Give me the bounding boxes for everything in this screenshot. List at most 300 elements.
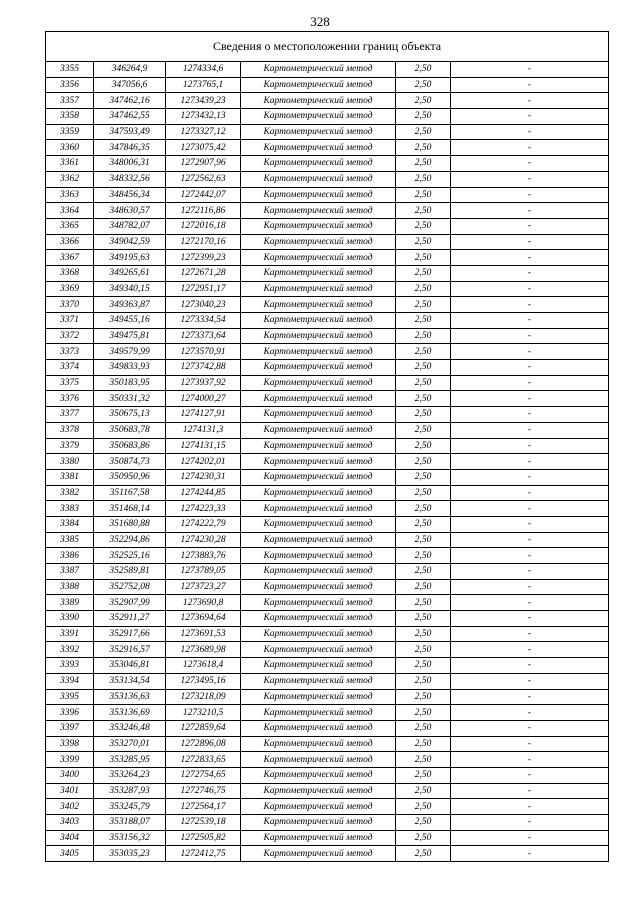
note-cell: -: [451, 297, 609, 313]
method-cell: Картометрический метод: [241, 156, 396, 172]
note-cell: -: [451, 846, 609, 862]
point-number-cell: 3405: [46, 846, 94, 862]
method-cell: Картометрический метод: [241, 720, 396, 736]
note-cell: -: [451, 234, 609, 250]
x-coordinate-cell: 350683,86: [94, 438, 166, 454]
x-coordinate-cell: 353035,23: [94, 846, 166, 862]
table-row: [46, 611, 609, 627]
x-coordinate-cell: 347462,16: [94, 93, 166, 109]
accuracy-cell: 2,50: [396, 203, 451, 219]
y-coordinate-cell: 1273618,4: [166, 658, 241, 674]
accuracy-cell: 2,50: [396, 313, 451, 329]
x-coordinate-cell: 350950,96: [94, 469, 166, 485]
x-coordinate-cell: 350183,95: [94, 375, 166, 391]
note-cell: -: [451, 658, 609, 674]
y-coordinate-cell: 1272859,64: [166, 720, 241, 736]
method-cell: Картометрический метод: [241, 187, 396, 203]
table-row: [46, 548, 609, 564]
accuracy-cell: 2,50: [396, 830, 451, 846]
accuracy-cell: 2,50: [396, 77, 451, 93]
y-coordinate-cell: 1272746,75: [166, 783, 241, 799]
table-row: [46, 328, 609, 344]
point-number-cell: 3393: [46, 658, 94, 674]
y-coordinate-cell: 1274230,28: [166, 532, 241, 548]
note-cell: -: [451, 626, 609, 642]
accuracy-cell: 2,50: [396, 767, 451, 783]
table-row: [46, 658, 609, 674]
x-coordinate-cell: 353136,69: [94, 705, 166, 721]
method-cell: Картометрический метод: [241, 532, 396, 548]
accuracy-cell: 2,50: [396, 658, 451, 674]
x-coordinate-cell: 351680,88: [94, 516, 166, 532]
x-coordinate-cell: 352907,99: [94, 595, 166, 611]
point-number-cell: 3367: [46, 250, 94, 266]
x-coordinate-cell: 353134,54: [94, 673, 166, 689]
method-cell: Картометрический метод: [241, 595, 396, 611]
y-coordinate-cell: 1272833,65: [166, 752, 241, 768]
y-coordinate-cell: 1273327,12: [166, 124, 241, 140]
point-number-cell: 3403: [46, 815, 94, 831]
point-number-cell: 3375: [46, 375, 94, 391]
accuracy-cell: 2,50: [396, 171, 451, 187]
point-number-cell: 3384: [46, 516, 94, 532]
table-row: [46, 736, 609, 752]
x-coordinate-cell: 348782,07: [94, 218, 166, 234]
x-coordinate-cell: 349455,16: [94, 313, 166, 329]
y-coordinate-cell: 1274131,15: [166, 438, 241, 454]
method-cell: Картометрический метод: [241, 140, 396, 156]
accuracy-cell: 2,50: [396, 328, 451, 344]
y-coordinate-cell: 1274000,27: [166, 391, 241, 407]
note-cell: -: [451, 830, 609, 846]
y-coordinate-cell: 1274223,33: [166, 501, 241, 517]
x-coordinate-cell: 352917,66: [94, 626, 166, 642]
point-number-cell: 3356: [46, 77, 94, 93]
table-row: [46, 846, 609, 862]
table-row: [46, 579, 609, 595]
method-cell: Картометрический метод: [241, 281, 396, 297]
x-coordinate-cell: 349363,87: [94, 297, 166, 313]
method-cell: Картометрический метод: [241, 360, 396, 376]
table-row: [46, 595, 609, 611]
accuracy-cell: 2,50: [396, 375, 451, 391]
table-row: [46, 140, 609, 156]
accuracy-cell: 2,50: [396, 501, 451, 517]
note-cell: -: [451, 720, 609, 736]
point-number-cell: 3391: [46, 626, 94, 642]
page-number: 328: [310, 14, 330, 29]
method-cell: Картометрический метод: [241, 422, 396, 438]
method-cell: Картометрический метод: [241, 344, 396, 360]
x-coordinate-cell: 353246,48: [94, 720, 166, 736]
x-coordinate-cell: 350331,32: [94, 391, 166, 407]
table-row: [46, 705, 609, 721]
accuracy-cell: 2,50: [396, 516, 451, 532]
point-number-cell: 3355: [46, 62, 94, 78]
x-coordinate-cell: 353270,01: [94, 736, 166, 752]
point-number-cell: 3383: [46, 501, 94, 517]
x-coordinate-cell: 349833,93: [94, 360, 166, 376]
note-cell: -: [451, 407, 609, 423]
note-cell: -: [451, 548, 609, 564]
y-coordinate-cell: 1272016,18: [166, 218, 241, 234]
table-row: [46, 532, 609, 548]
method-cell: Картометрический метод: [241, 705, 396, 721]
x-coordinate-cell: 348630,57: [94, 203, 166, 219]
accuracy-cell: 2,50: [396, 469, 451, 485]
method-cell: Картометрический метод: [241, 203, 396, 219]
accuracy-cell: 2,50: [396, 595, 451, 611]
method-cell: Картометрический метод: [241, 250, 396, 266]
point-number-cell: 3387: [46, 564, 94, 580]
table-row: [46, 642, 609, 658]
note-cell: -: [451, 752, 609, 768]
accuracy-cell: 2,50: [396, 297, 451, 313]
method-cell: Картометрический метод: [241, 297, 396, 313]
accuracy-cell: 2,50: [396, 93, 451, 109]
x-coordinate-cell: 350874,73: [94, 454, 166, 470]
point-number-cell: 3399: [46, 752, 94, 768]
y-coordinate-cell: 1273075,42: [166, 140, 241, 156]
y-coordinate-cell: 1274334,6: [166, 62, 241, 78]
y-coordinate-cell: 1273570,91: [166, 344, 241, 360]
accuracy-cell: 2,50: [396, 673, 451, 689]
note-cell: -: [451, 360, 609, 376]
accuracy-cell: 2,50: [396, 485, 451, 501]
accuracy-cell: 2,50: [396, 234, 451, 250]
table-row: [46, 344, 609, 360]
note-cell: -: [451, 438, 609, 454]
note-cell: -: [451, 281, 609, 297]
y-coordinate-cell: 1273689,98: [166, 642, 241, 658]
x-coordinate-cell: 353188,07: [94, 815, 166, 831]
point-number-cell: 3373: [46, 344, 94, 360]
table-row: [46, 673, 609, 689]
table-row: [46, 454, 609, 470]
note-cell: -: [451, 62, 609, 78]
method-cell: Картометрический метод: [241, 626, 396, 642]
note-cell: -: [451, 344, 609, 360]
accuracy-cell: 2,50: [396, 391, 451, 407]
method-cell: Картометрический метод: [241, 62, 396, 78]
note-cell: -: [451, 313, 609, 329]
y-coordinate-cell: 1274131,3: [166, 422, 241, 438]
y-coordinate-cell: 1273218,09: [166, 689, 241, 705]
x-coordinate-cell: 346264,9: [94, 62, 166, 78]
method-cell: Картометрический метод: [241, 846, 396, 862]
table-row: [46, 218, 609, 234]
point-number-cell: 3397: [46, 720, 94, 736]
table-header-row: [46, 32, 609, 62]
point-number-cell: 3402: [46, 799, 94, 815]
table-row: [46, 799, 609, 815]
accuracy-cell: 2,50: [396, 799, 451, 815]
accuracy-cell: 2,50: [396, 626, 451, 642]
accuracy-cell: 2,50: [396, 344, 451, 360]
y-coordinate-cell: 1273937,92: [166, 375, 241, 391]
y-coordinate-cell: 1272562,63: [166, 171, 241, 187]
note-cell: -: [451, 250, 609, 266]
y-coordinate-cell: 1274230,31: [166, 469, 241, 485]
y-coordinate-cell: 1272505,82: [166, 830, 241, 846]
table-row: [46, 485, 609, 501]
method-cell: Картометрический метод: [241, 109, 396, 125]
table-row: [46, 564, 609, 580]
accuracy-cell: 2,50: [396, 689, 451, 705]
method-cell: Картометрический метод: [241, 783, 396, 799]
x-coordinate-cell: 349340,15: [94, 281, 166, 297]
accuracy-cell: 2,50: [396, 281, 451, 297]
accuracy-cell: 2,50: [396, 124, 451, 140]
y-coordinate-cell: 1273883,76: [166, 548, 241, 564]
x-coordinate-cell: 351468,14: [94, 501, 166, 517]
point-number-cell: 3400: [46, 767, 94, 783]
point-number-cell: 3372: [46, 328, 94, 344]
accuracy-cell: 2,50: [396, 454, 451, 470]
x-coordinate-cell: 347846,35: [94, 140, 166, 156]
point-number-cell: 3366: [46, 234, 94, 250]
note-cell: -: [451, 391, 609, 407]
y-coordinate-cell: 1273742,88: [166, 360, 241, 376]
table-row: [46, 297, 609, 313]
x-coordinate-cell: 352294,86: [94, 532, 166, 548]
note-cell: -: [451, 564, 609, 580]
y-coordinate-cell: 1272116,86: [166, 203, 241, 219]
note-cell: -: [451, 642, 609, 658]
note-cell: -: [451, 265, 609, 281]
note-cell: -: [451, 501, 609, 517]
note-cell: -: [451, 375, 609, 391]
table-row: [46, 391, 609, 407]
x-coordinate-cell: 349265,61: [94, 265, 166, 281]
y-coordinate-cell: 1273439,23: [166, 93, 241, 109]
point-number-cell: 3359: [46, 124, 94, 140]
y-coordinate-cell: 1272399,23: [166, 250, 241, 266]
y-coordinate-cell: 1273040,23: [166, 297, 241, 313]
x-coordinate-cell: 349475,81: [94, 328, 166, 344]
note-cell: -: [451, 799, 609, 815]
accuracy-cell: 2,50: [396, 564, 451, 580]
note-cell: -: [451, 767, 609, 783]
accuracy-cell: 2,50: [396, 109, 451, 125]
note-cell: -: [451, 485, 609, 501]
point-number-cell: 3369: [46, 281, 94, 297]
method-cell: Картометрический метод: [241, 548, 396, 564]
method-cell: Картометрический метод: [241, 516, 396, 532]
accuracy-cell: 2,50: [396, 642, 451, 658]
method-cell: Картометрический метод: [241, 265, 396, 281]
note-cell: -: [451, 815, 609, 831]
x-coordinate-cell: 352589,81: [94, 564, 166, 580]
method-cell: Картометрический метод: [241, 564, 396, 580]
point-number-cell: 3380: [46, 454, 94, 470]
table-row: [46, 830, 609, 846]
point-number-cell: 3378: [46, 422, 94, 438]
y-coordinate-cell: 1273373,64: [166, 328, 241, 344]
y-coordinate-cell: 1274127,91: [166, 407, 241, 423]
point-number-cell: 3392: [46, 642, 94, 658]
table-row: [46, 62, 609, 78]
y-coordinate-cell: 1274202,01: [166, 454, 241, 470]
table-row: [46, 77, 609, 93]
y-coordinate-cell: 1273210,5: [166, 705, 241, 721]
table-row: [46, 313, 609, 329]
table-row: [46, 250, 609, 266]
note-cell: -: [451, 469, 609, 485]
point-number-cell: 3361: [46, 156, 94, 172]
accuracy-cell: 2,50: [396, 407, 451, 423]
x-coordinate-cell: 349042,59: [94, 234, 166, 250]
x-coordinate-cell: 348456,34: [94, 187, 166, 203]
accuracy-cell: 2,50: [396, 156, 451, 172]
y-coordinate-cell: 1274244,85: [166, 485, 241, 501]
y-coordinate-cell: 1272754,65: [166, 767, 241, 783]
point-number-cell: 3370: [46, 297, 94, 313]
x-coordinate-cell: 347462,55: [94, 109, 166, 125]
x-coordinate-cell: 350675,13: [94, 407, 166, 423]
method-cell: Картометрический метод: [241, 673, 396, 689]
y-coordinate-cell: 1273334,54: [166, 313, 241, 329]
method-cell: Картометрический метод: [241, 815, 396, 831]
table-row: [46, 422, 609, 438]
method-cell: Картометрический метод: [241, 407, 396, 423]
note-cell: -: [451, 328, 609, 344]
x-coordinate-cell: 348332,56: [94, 171, 166, 187]
accuracy-cell: 2,50: [396, 579, 451, 595]
table-row: [46, 626, 609, 642]
x-coordinate-cell: 347593,49: [94, 124, 166, 140]
note-cell: -: [451, 187, 609, 203]
method-cell: Картометрический метод: [241, 438, 396, 454]
method-cell: Картометрический метод: [241, 124, 396, 140]
table-row: [46, 281, 609, 297]
accuracy-cell: 2,50: [396, 218, 451, 234]
x-coordinate-cell: 350683,78: [94, 422, 166, 438]
point-number-cell: 3386: [46, 548, 94, 564]
accuracy-cell: 2,50: [396, 360, 451, 376]
method-cell: Картометрический метод: [241, 752, 396, 768]
point-number-cell: 3358: [46, 109, 94, 125]
method-cell: Картометрический метод: [241, 454, 396, 470]
x-coordinate-cell: 352911,27: [94, 611, 166, 627]
x-coordinate-cell: 353287,93: [94, 783, 166, 799]
note-cell: -: [451, 454, 609, 470]
method-cell: Картометрический метод: [241, 375, 396, 391]
accuracy-cell: 2,50: [396, 611, 451, 627]
table-row: [46, 469, 609, 485]
accuracy-cell: 2,50: [396, 815, 451, 831]
table-row: [46, 720, 609, 736]
y-coordinate-cell: 1273432,13: [166, 109, 241, 125]
note-cell: -: [451, 783, 609, 799]
method-cell: Картометрический метод: [241, 469, 396, 485]
x-coordinate-cell: 353156,32: [94, 830, 166, 846]
accuracy-cell: 2,50: [396, 265, 451, 281]
point-number-cell: 3404: [46, 830, 94, 846]
table-row: [46, 783, 609, 799]
method-cell: Картометрический метод: [241, 485, 396, 501]
x-coordinate-cell: 353285,95: [94, 752, 166, 768]
y-coordinate-cell: 1274222,79: [166, 516, 241, 532]
y-coordinate-cell: 1272170,16: [166, 234, 241, 250]
note-cell: -: [451, 422, 609, 438]
note-cell: -: [451, 689, 609, 705]
accuracy-cell: 2,50: [396, 752, 451, 768]
table-row: [46, 407, 609, 423]
point-number-cell: 3388: [46, 579, 94, 595]
table-row: [46, 689, 609, 705]
method-cell: Картометрический метод: [241, 767, 396, 783]
x-coordinate-cell: 348006,31: [94, 156, 166, 172]
point-number-cell: 3364: [46, 203, 94, 219]
note-cell: -: [451, 736, 609, 752]
point-number-cell: 3362: [46, 171, 94, 187]
point-number-cell: 3377: [46, 407, 94, 423]
accuracy-cell: 2,50: [396, 140, 451, 156]
y-coordinate-cell: 1272896,08: [166, 736, 241, 752]
y-coordinate-cell: 1272951,17: [166, 281, 241, 297]
point-number-cell: 3357: [46, 93, 94, 109]
note-cell: -: [451, 156, 609, 172]
point-number-cell: 3381: [46, 469, 94, 485]
table-row: [46, 171, 609, 187]
table-row: [46, 187, 609, 203]
y-coordinate-cell: 1272671,28: [166, 265, 241, 281]
x-coordinate-cell: 352525,16: [94, 548, 166, 564]
method-cell: Картометрический метод: [241, 799, 396, 815]
table-title: Сведения о местоположении границ объекта: [46, 32, 609, 62]
table-row: [46, 752, 609, 768]
method-cell: Картометрический метод: [241, 171, 396, 187]
y-coordinate-cell: 1272412,75: [166, 846, 241, 862]
accuracy-cell: 2,50: [396, 783, 451, 799]
note-cell: -: [451, 673, 609, 689]
y-coordinate-cell: 1273690,8: [166, 595, 241, 611]
point-number-cell: 3371: [46, 313, 94, 329]
table-row: [46, 93, 609, 109]
point-number-cell: 3395: [46, 689, 94, 705]
point-number-cell: 3376: [46, 391, 94, 407]
y-coordinate-cell: 1273495,16: [166, 673, 241, 689]
accuracy-cell: 2,50: [396, 720, 451, 736]
table-row: [46, 375, 609, 391]
table-row: [46, 234, 609, 250]
accuracy-cell: 2,50: [396, 438, 451, 454]
x-coordinate-cell: 351167,58: [94, 485, 166, 501]
point-number-cell: 3379: [46, 438, 94, 454]
point-number-cell: 3394: [46, 673, 94, 689]
method-cell: Картометрический метод: [241, 501, 396, 517]
point-number-cell: 3374: [46, 360, 94, 376]
table-row: [46, 438, 609, 454]
y-coordinate-cell: 1273765,1: [166, 77, 241, 93]
table-row: [46, 124, 609, 140]
table-row: [46, 156, 609, 172]
point-number-cell: 3401: [46, 783, 94, 799]
table-row: [46, 109, 609, 125]
point-number-cell: 3365: [46, 218, 94, 234]
note-cell: -: [451, 109, 609, 125]
accuracy-cell: 2,50: [396, 846, 451, 862]
method-cell: Картометрический метод: [241, 93, 396, 109]
point-number-cell: 3398: [46, 736, 94, 752]
table-row: [46, 516, 609, 532]
note-cell: -: [451, 595, 609, 611]
point-number-cell: 3385: [46, 532, 94, 548]
note-cell: -: [451, 579, 609, 595]
note-cell: -: [451, 140, 609, 156]
x-coordinate-cell: 349195,63: [94, 250, 166, 266]
